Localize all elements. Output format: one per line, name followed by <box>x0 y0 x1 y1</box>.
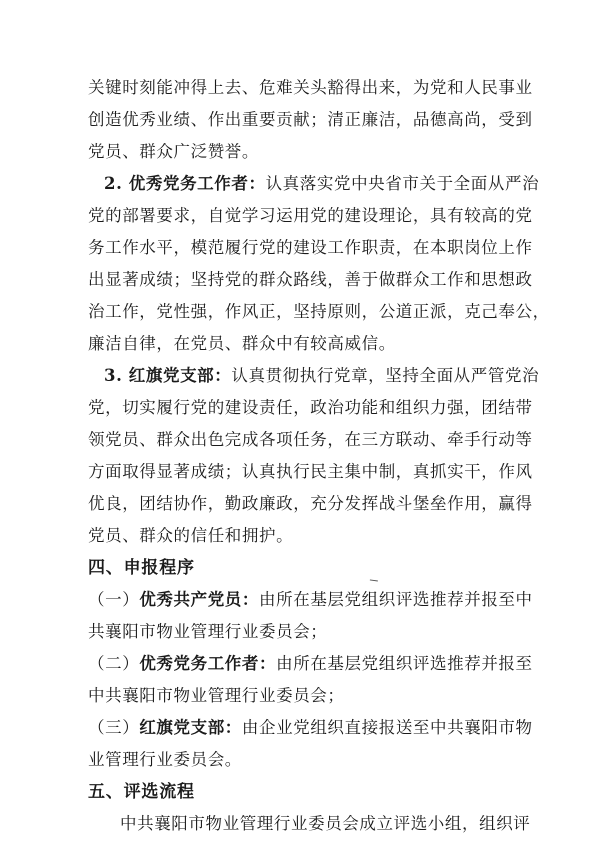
item-label: 2. 优秀党务工作者： <box>104 174 266 193</box>
paragraph-line: 优良，团结协作，勤政廉政，充分发挥战斗堡垒作用，赢得 <box>88 494 533 513</box>
paragraph-line: 领党员、群众出色完成各项任务，在三方联动、牵手行动等 <box>88 430 533 449</box>
paragraph-line: 出显著成绩；坚持党的群众路线，善于做群众工作和思想政 <box>88 270 533 289</box>
paragraph-line: 廉洁自律，在党员、群众中有较高威信。 <box>88 334 396 353</box>
section-heading: 四、申报程序 <box>88 558 195 578</box>
paragraph-line: 党，切实履行党的建设责任，政治功能和组织力强，团结带 <box>88 398 533 417</box>
paragraph-line: 业管理行业委员会。 <box>88 750 242 769</box>
paragraph-line <box>88 718 533 738</box>
paragraph-line: 党员、群众的信任和拥护。 <box>88 526 294 545</box>
item-label: 红旗党支部： <box>139 718 242 737</box>
paragraph-line: 共襄阳市物业管理行业委员会； <box>88 622 328 641</box>
item-label: 3. 红旗党支部： <box>104 366 232 385</box>
paragraph-line: 务工作水平，模范履行党的建设工作职责，在本职岗位上作 <box>88 238 533 257</box>
paragraph-line: 中共襄阳市物业管理行业委员会成立评选小组，组织评 <box>120 814 531 833</box>
item-number: （二） <box>88 654 140 673</box>
item-text: 认真贯彻执行党章，坚持全面从严管党治 <box>231 366 540 385</box>
item-number: （一） <box>88 590 140 609</box>
paragraph-line <box>104 174 539 194</box>
section-heading: 五、评选流程 <box>88 782 195 802</box>
paragraph-line: 关键时刻能冲得上去、危难关头豁得出来，为党和人民事业 <box>88 78 533 97</box>
paragraph-line: 方面取得显著成绩；认真执行民主集中制，真抓实干，作风 <box>88 462 533 481</box>
paragraph-line: 治工作，党性强，作风正，坚持原则，公道正派，克己奉公， <box>88 302 550 321</box>
paragraph-line: 创造优秀业绩、作出重要贡献；清正廉洁，品德高尚，受到 <box>88 110 533 129</box>
paragraph-line <box>88 654 533 674</box>
item-label: 优秀共产党员： <box>139 590 260 609</box>
item-number: （三） <box>88 718 140 737</box>
item-text: 认真落实党中央省市关于全面从严治 <box>265 174 540 193</box>
paragraph-line: 党员、群众广泛赞誉。 <box>88 142 259 161</box>
item-text: 由所在基层党组织评选推荐并报至中 <box>259 590 533 609</box>
item-text: 由企业党组织直接报送至中共襄阳市物 <box>241 718 533 737</box>
item-text: 由所在基层党组织评选推荐并报至 <box>276 654 533 673</box>
scan-mark <box>370 577 378 581</box>
item-label: 优秀党务工作者： <box>139 654 277 673</box>
paragraph-line: 党的部署要求，自觉学习运用党的建设理论，具有较高的党 <box>88 206 533 225</box>
paragraph-line <box>88 590 533 610</box>
paragraph-line <box>104 366 539 386</box>
paragraph-line: 中共襄阳市物业管理行业委员会； <box>88 686 345 705</box>
